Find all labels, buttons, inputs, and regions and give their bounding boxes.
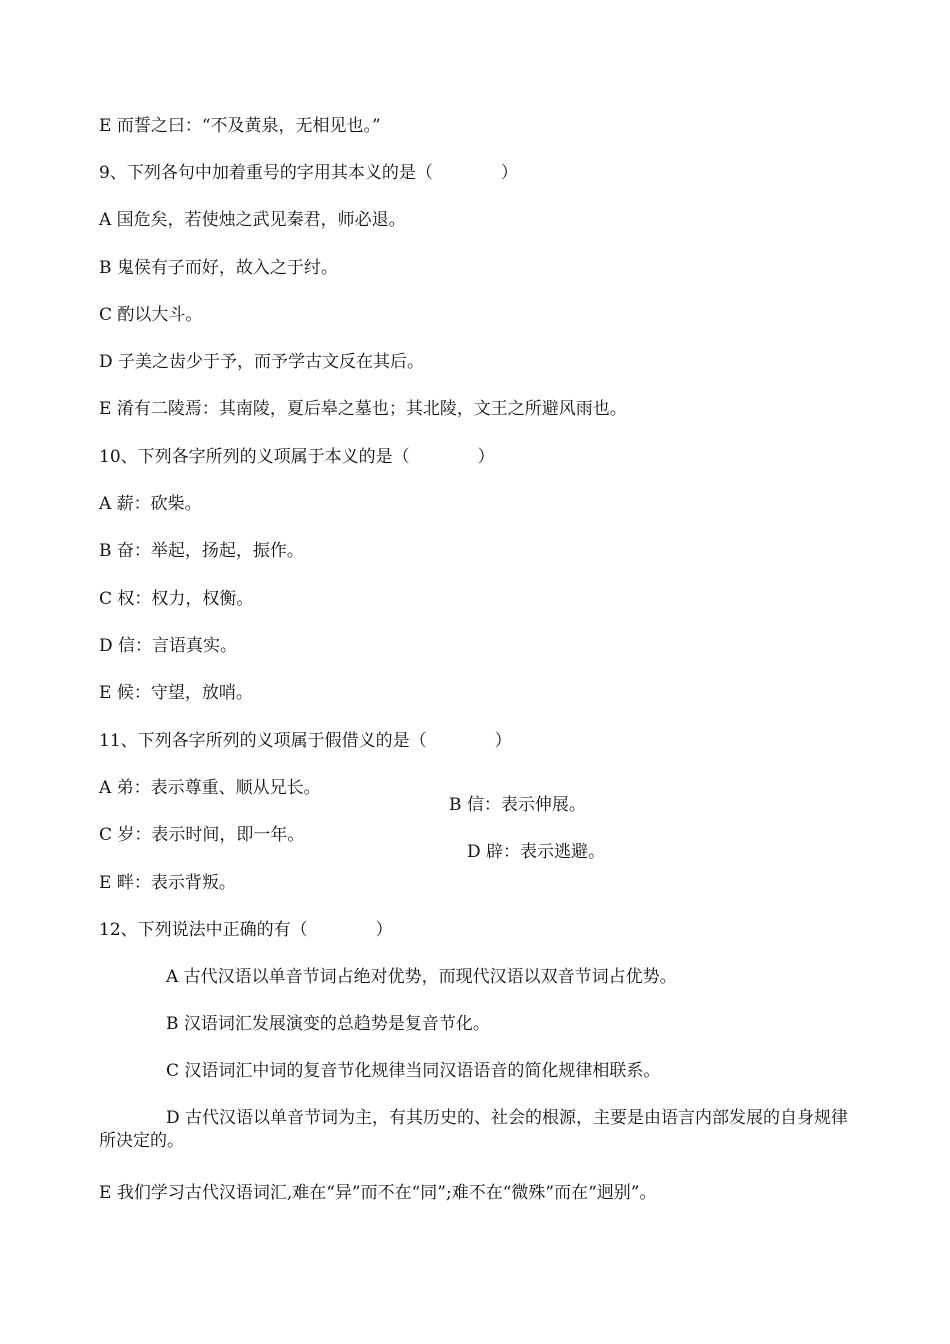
q12-option-a: A 古代汉语以单音节词占绝对优势，而现代汉语以双音节词占优势。: [166, 967, 677, 987]
question-12: 12、下列说法中正确的有（ ）: [99, 920, 393, 940]
q11-option-d: D 辟：表示逃避。: [467, 842, 606, 862]
q9-option-a: A 国危矣，若使烛之武见秦君，师必退。: [99, 210, 406, 230]
q10-option-e: E 候：守望，放哨。: [99, 683, 253, 703]
q9-option-c: C 酌以大斗。: [99, 305, 203, 325]
question-9: 9、下列各句中加着重号的字用其本义的是（ ）: [99, 163, 518, 183]
q9-option-e: E 淆有二陵焉：其南陵，夏后皋之墓也；其北陵，文王之所避风雨也。: [99, 399, 627, 419]
q10-option-c: C 权：权力，权衡。: [99, 589, 254, 609]
q12-option-d: D 古代汉语以单音节词为主，有其历史的、社会的根源，主要是由语言内部发展的自身规律所决定的。: [99, 1108, 849, 1151]
q10-option-d: D 信：言语真实。: [99, 636, 238, 656]
q12-option-e: E 我们学习古代汉语词汇,难在“异”而不在“同”;难不在“微殊”而在“迥别”。: [99, 1183, 657, 1203]
q12-option-b: B 汉语词汇发展演变的总趋势是复音节化。: [166, 1014, 490, 1034]
question-11: 11、下列各字所列的义项属于假借义的是（ ）: [99, 731, 512, 751]
q9-option-b: B 鬼侯有子而好，故入之于纣。: [99, 258, 338, 278]
q11-option-e: E 畔：表示背叛。: [99, 873, 236, 893]
q11-option-a: A 弟：表示尊重、顺从兄长。: [99, 778, 321, 798]
q12-option-c: C 汉语词汇中词的复音节化规律当同汉语语音的简化规律相联系。: [166, 1061, 661, 1081]
q11-option-b: B 信：表示伸展。: [449, 795, 586, 815]
q9-option-d: D 子美之齿少于予，而予学古文反在其后。: [99, 352, 425, 372]
q11-option-c: C 岁：表示时间，即一年。: [99, 825, 305, 845]
answer-option-8e: E 而誓之曰：“不及黄泉，无相见也。”: [99, 116, 381, 136]
q10-option-b: B 奋：举起，扬起，振作。: [99, 541, 304, 561]
question-10: 10、下列各字所列的义项属于本义的是（ ）: [99, 447, 495, 467]
q10-option-a: A 薪：砍柴。: [99, 494, 202, 514]
